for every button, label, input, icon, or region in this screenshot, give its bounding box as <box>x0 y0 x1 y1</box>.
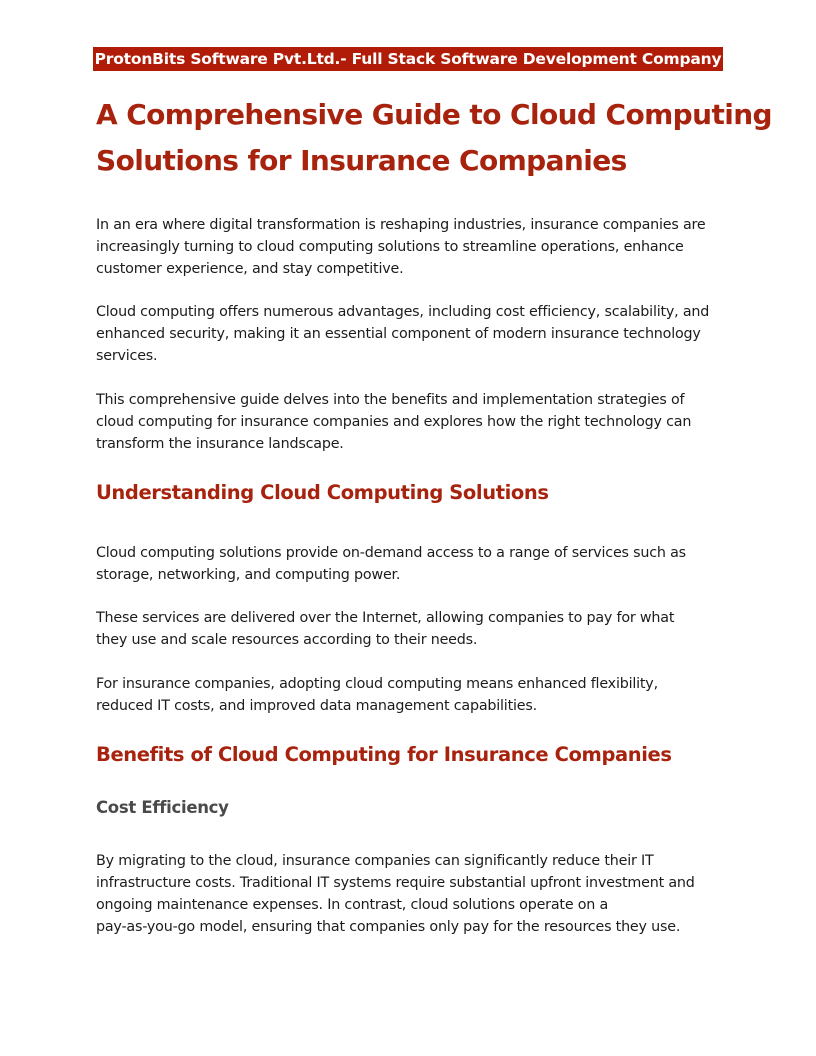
text-line: customer experience, and stay competitive. <box>96 261 404 277</box>
text-line: In an era where digital transformation is reshaping industries, insurance companies are <box>96 217 706 233</box>
section2-paragraph-1 <box>96 850 726 938</box>
text-line: For insurance companies, adopting cloud computing means enhanced flexibility, <box>96 676 658 692</box>
text-line: reduced IT costs, and improved data management capabilities. <box>96 698 537 714</box>
header-banner-container <box>0 47 816 71</box>
text-line: By migrating to the cloud, insurance companies can significantly reduce their IT <box>96 853 654 869</box>
title-line-1: A Comprehensive Guide to Cloud Computing <box>96 98 773 131</box>
intro-paragraph-2 <box>96 301 726 367</box>
text-line: increasingly turning to cloud computing solutions to streamline operations, enhance <box>96 239 684 255</box>
text-line: storage, networking, and computing power. <box>96 567 401 583</box>
text-line: enhanced security, making it an essential component of modern insurance technology <box>96 326 701 342</box>
section-heading-benefits: Benefits of Cloud Computing for Insurance Companies <box>96 743 672 766</box>
text-line: This comprehensive guide delves into the benefits and implementation strategies of <box>96 392 685 408</box>
text-line: ongoing maintenance expenses. In contrast, cloud solutions operate on a <box>96 897 609 913</box>
text-line: transform the insurance landscape. <box>96 436 344 452</box>
text-line: pay-as-you-go model, ensuring that companies only pay for the resources they use. <box>96 919 681 935</box>
text-line: services. <box>96 348 158 364</box>
text-line: Cloud computing offers numerous advantages, including cost efficiency, scalability, and <box>96 304 710 320</box>
text-line: These services are delivered over the Internet, allowing companies to pay for what <box>96 610 675 626</box>
page-title <box>96 92 773 184</box>
subheading-cost-efficiency: Cost Efficiency <box>96 798 229 817</box>
title-line-2: Solutions for Insurance Companies <box>96 144 627 177</box>
section1-paragraph-3 <box>96 673 726 717</box>
intro-paragraph-3 <box>96 389 726 455</box>
company-banner: ProtonBits Software Pvt.Ltd.- Full Stack Software Development Company <box>93 47 724 71</box>
intro-paragraph-1 <box>96 214 726 280</box>
text-line: cloud computing for insurance companies and explores how the right technology can <box>96 414 692 430</box>
text-line: they use and scale resources according to their needs. <box>96 632 478 648</box>
section-heading-understanding: Understanding Cloud Computing Solutions <box>96 481 549 504</box>
section1-paragraph-1 <box>96 542 726 586</box>
text-line: Cloud computing solutions provide on-demand access to a range of services such as <box>96 545 686 561</box>
text-line: infrastructure costs. Traditional IT systems require substantial upfront investment and <box>96 875 695 891</box>
section1-paragraph-2 <box>96 607 726 651</box>
